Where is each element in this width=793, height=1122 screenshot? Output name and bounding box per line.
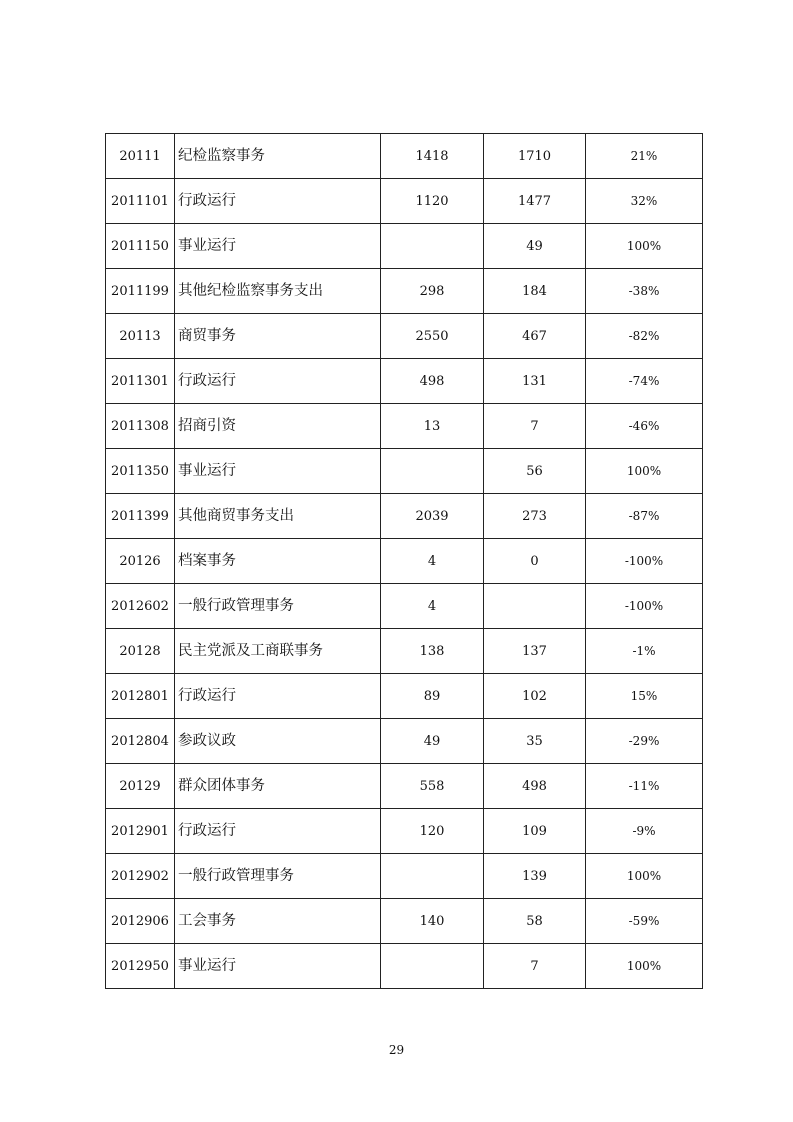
cell-code: 2012602 (106, 584, 175, 629)
table-row (106, 809, 703, 854)
cell-value-2: 7 (484, 944, 586, 989)
cell-value-2: 184 (484, 269, 586, 314)
cell-value-1: 498 (381, 359, 484, 404)
cell-name: 行政运行 (175, 809, 381, 854)
cell-code: 20111 (106, 134, 175, 179)
cell-value-1: 120 (381, 809, 484, 854)
table-row (106, 134, 703, 179)
cell-value-2: 467 (484, 314, 586, 359)
cell-value-2: 273 (484, 494, 586, 539)
cell-percent: -100% (586, 539, 703, 584)
table-row (106, 224, 703, 269)
table-row (106, 674, 703, 719)
cell-value-2: 58 (484, 899, 586, 944)
cell-code: 2011199 (106, 269, 175, 314)
table-row (106, 539, 703, 584)
table-body (106, 134, 703, 989)
cell-percent: 21% (586, 134, 703, 179)
cell-value-1 (381, 224, 484, 269)
cell-value-2: 35 (484, 719, 586, 764)
cell-value-2: 0 (484, 539, 586, 584)
cell-percent: 100% (586, 944, 703, 989)
cell-name: 一般行政管理事务 (175, 584, 381, 629)
table-row (106, 719, 703, 764)
table-row (106, 359, 703, 404)
cell-name: 一般行政管理事务 (175, 854, 381, 899)
cell-name: 其他纪检监察事务支出 (175, 269, 381, 314)
cell-value-2: 49 (484, 224, 586, 269)
cell-code: 2011101 (106, 179, 175, 224)
cell-name: 行政运行 (175, 179, 381, 224)
cell-code: 20129 (106, 764, 175, 809)
cell-code: 2012901 (106, 809, 175, 854)
cell-code: 2011399 (106, 494, 175, 539)
cell-value-2: 131 (484, 359, 586, 404)
cell-code: 2012906 (106, 899, 175, 944)
cell-name: 商贸事务 (175, 314, 381, 359)
table-row (106, 584, 703, 629)
cell-value-2: 139 (484, 854, 586, 899)
cell-name: 事业运行 (175, 224, 381, 269)
cell-name: 民主党派及工商联事务 (175, 629, 381, 674)
cell-percent: -46% (586, 404, 703, 449)
cell-percent: -87% (586, 494, 703, 539)
table-row (106, 854, 703, 899)
cell-value-1: 49 (381, 719, 484, 764)
cell-percent: 100% (586, 224, 703, 269)
cell-value-2: 137 (484, 629, 586, 674)
cell-value-1 (381, 944, 484, 989)
cell-value-2: 102 (484, 674, 586, 719)
cell-percent: -74% (586, 359, 703, 404)
cell-percent: -100% (586, 584, 703, 629)
cell-name: 事业运行 (175, 944, 381, 989)
cell-value-1: 1120 (381, 179, 484, 224)
cell-code: 20113 (106, 314, 175, 359)
table-row (106, 179, 703, 224)
table-row (106, 269, 703, 314)
cell-percent: 100% (586, 449, 703, 494)
cell-percent: -1% (586, 629, 703, 674)
table-row (106, 449, 703, 494)
cell-percent: -38% (586, 269, 703, 314)
cell-code: 2011301 (106, 359, 175, 404)
cell-code: 20126 (106, 539, 175, 584)
cell-value-1 (381, 449, 484, 494)
cell-code: 2011150 (106, 224, 175, 269)
cell-percent: 15% (586, 674, 703, 719)
cell-code: 2012902 (106, 854, 175, 899)
cell-value-2: 1710 (484, 134, 586, 179)
cell-code: 2011308 (106, 404, 175, 449)
cell-value-1 (381, 854, 484, 899)
cell-name: 行政运行 (175, 359, 381, 404)
cell-value-1: 2039 (381, 494, 484, 539)
cell-value-2 (484, 584, 586, 629)
cell-name: 招商引资 (175, 404, 381, 449)
cell-value-1: 4 (381, 584, 484, 629)
table-row (106, 314, 703, 359)
cell-percent: -59% (586, 899, 703, 944)
cell-name: 行政运行 (175, 674, 381, 719)
cell-value-1: 1418 (381, 134, 484, 179)
cell-name: 档案事务 (175, 539, 381, 584)
cell-percent: -29% (586, 719, 703, 764)
cell-name: 纪检监察事务 (175, 134, 381, 179)
table-row (106, 494, 703, 539)
cell-name: 群众团体事务 (175, 764, 381, 809)
table-row (106, 764, 703, 809)
cell-percent: 100% (586, 854, 703, 899)
cell-code: 2011350 (106, 449, 175, 494)
cell-value-1: 4 (381, 539, 484, 584)
cell-name: 参政议政 (175, 719, 381, 764)
cell-value-2: 1477 (484, 179, 586, 224)
table-row (106, 944, 703, 989)
cell-name: 事业运行 (175, 449, 381, 494)
budget-table (105, 133, 703, 989)
table-row (106, 404, 703, 449)
cell-code: 2012804 (106, 719, 175, 764)
cell-percent: -11% (586, 764, 703, 809)
cell-code: 20128 (106, 629, 175, 674)
cell-name: 其他商贸事务支出 (175, 494, 381, 539)
cell-code: 2012950 (106, 944, 175, 989)
table-row (106, 629, 703, 674)
cell-value-1: 140 (381, 899, 484, 944)
cell-value-2: 498 (484, 764, 586, 809)
cell-percent: -9% (586, 809, 703, 854)
cell-percent: -82% (586, 314, 703, 359)
table-row (106, 899, 703, 944)
cell-value-1: 558 (381, 764, 484, 809)
page-number: 29 (388, 1043, 405, 1057)
cell-value-1: 138 (381, 629, 484, 674)
cell-value-1: 89 (381, 674, 484, 719)
cell-value-2: 56 (484, 449, 586, 494)
cell-name: 工会事务 (175, 899, 381, 944)
cell-value-1: 2550 (381, 314, 484, 359)
cell-code: 2012801 (106, 674, 175, 719)
cell-value-2: 7 (484, 404, 586, 449)
cell-value-1: 298 (381, 269, 484, 314)
cell-value-2: 109 (484, 809, 586, 854)
cell-percent: 32% (586, 179, 703, 224)
cell-value-1: 13 (381, 404, 484, 449)
